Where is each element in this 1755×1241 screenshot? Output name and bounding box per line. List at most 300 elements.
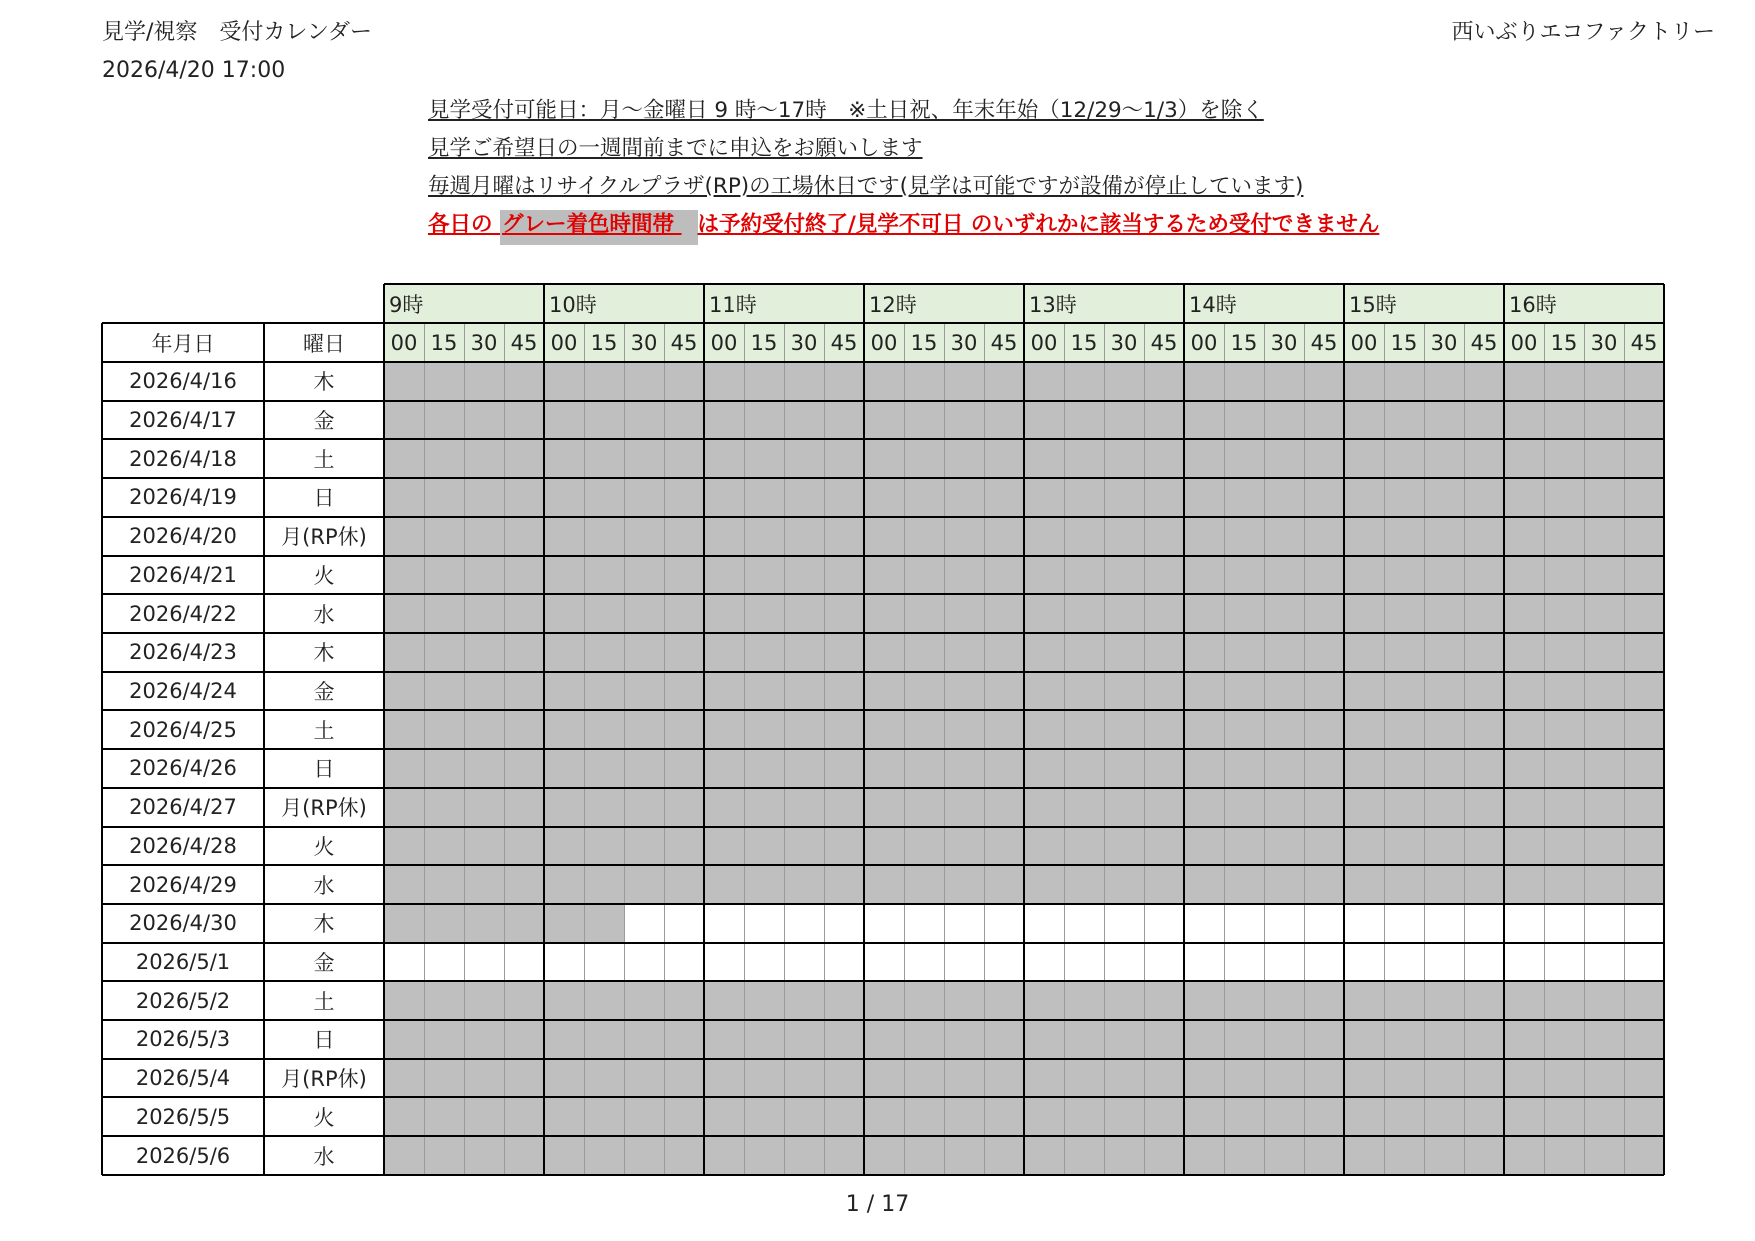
time-slot-unavailable [424,827,464,866]
time-slot-unavailable [1024,981,1064,1020]
time-slot-available [704,904,744,943]
time-slot-unavailable [1464,1020,1504,1059]
hour-header-cell: 10時 [544,284,704,323]
time-slot-unavailable [424,362,464,401]
time-slot-unavailable [904,1097,944,1136]
time-slot-unavailable [1584,1020,1624,1059]
date-cell: 2026/4/20 [129,524,237,549]
time-slot-unavailable [1064,1059,1104,1098]
time-slot-unavailable [1384,1097,1424,1136]
time-slot-unavailable [1384,594,1424,633]
time-slot-unavailable [864,439,904,478]
time-slot-unavailable [584,710,624,749]
time-slot-available [1384,943,1424,982]
time-slot-unavailable [1224,478,1264,517]
time-slot-unavailable [544,749,584,788]
time-slot-unavailable [1464,1059,1504,1098]
time-slot-unavailable [1224,362,1264,401]
time-slot-unavailable [1504,710,1544,749]
time-slot-unavailable [424,981,464,1020]
hour-header-cell: 14時 [1184,284,1344,323]
row-border [102,1058,1664,1060]
time-slot-unavailable [1624,478,1664,517]
time-slot-unavailable [464,672,504,711]
time-slot-unavailable [1624,749,1664,788]
time-slot-unavailable [1424,439,1464,478]
time-slot-unavailable [784,478,824,517]
time-slot-unavailable [704,981,744,1020]
time-slot-unavailable [1544,1020,1584,1059]
time-slot-unavailable [384,788,424,827]
time-slot-unavailable [1104,749,1144,788]
time-slot-unavailable [1544,439,1584,478]
row-border [102,980,1664,982]
hour-divider [1503,284,1505,1175]
time-slot-unavailable [1224,865,1264,904]
time-slot-unavailable [504,749,544,788]
time-slot-unavailable [1104,517,1144,556]
minute-header-cell: 15 [424,323,464,362]
time-slot-unavailable [944,556,984,595]
time-slot-unavailable [424,478,464,517]
time-slot-unavailable [424,401,464,440]
time-slot-unavailable [664,1059,704,1098]
time-slot-unavailable [624,749,664,788]
time-slot-unavailable [624,981,664,1020]
time-slot-unavailable [984,439,1024,478]
time-slot-unavailable [984,401,1024,440]
time-slot-unavailable [384,478,424,517]
time-slot-unavailable [624,865,664,904]
time-slot-unavailable [1184,865,1224,904]
time-slot-unavailable [1624,556,1664,595]
time-slot-unavailable [1064,556,1104,595]
time-slot-unavailable [1064,672,1104,711]
date-cell: 2026/5/6 [135,1143,231,1168]
time-slot-unavailable [1304,788,1344,827]
time-slot-available [424,943,464,982]
time-slot-unavailable [984,672,1024,711]
time-slot-unavailable [1384,362,1424,401]
time-slot-unavailable [664,1020,704,1059]
time-slot-unavailable [904,1136,944,1175]
date-cell: 2026/4/28 [129,833,237,858]
time-slot-available [904,904,944,943]
time-slot-unavailable [1424,865,1464,904]
time-slot-unavailable [784,672,824,711]
time-slot-unavailable [824,633,864,672]
time-slot-unavailable [904,439,944,478]
date-cell: 2026/5/3 [135,1027,231,1052]
time-slot-available [1224,943,1264,982]
time-slot-unavailable [464,904,504,943]
minute-header-cell: 15 [1224,323,1264,362]
time-slot-unavailable [544,865,584,904]
minute-header-cell: 30 [1584,323,1624,362]
time-slot-unavailable [1104,594,1144,633]
day-cell: 水 [313,873,335,898]
time-slot-unavailable [464,749,504,788]
time-slot-unavailable [904,710,944,749]
time-slot-unavailable [1384,439,1424,478]
time-slot-unavailable [824,749,864,788]
time-slot-unavailable [704,556,744,595]
time-slot-unavailable [784,401,824,440]
time-slot-unavailable [1504,788,1544,827]
time-slot-unavailable [1544,594,1584,633]
time-slot-available [984,904,1024,943]
time-slot-unavailable [1624,1097,1664,1136]
date-cell: 2026/5/5 [135,1104,231,1129]
time-slot-unavailable [1064,749,1104,788]
time-slot-unavailable [1544,362,1584,401]
time-slot-unavailable [504,517,544,556]
time-slot-unavailable [1464,439,1504,478]
time-slot-unavailable [1224,710,1264,749]
row-border [102,1096,1664,1098]
time-slot-unavailable [1024,633,1064,672]
time-slot-unavailable [584,672,624,711]
time-slot-unavailable [504,710,544,749]
time-slot-available [384,943,424,982]
time-slot-unavailable [464,439,504,478]
time-slot-unavailable [1424,594,1464,633]
time-slot-unavailable [1584,594,1624,633]
time-slot-unavailable [1144,1136,1184,1175]
row-border [102,748,1664,750]
time-slot-available [1424,904,1464,943]
date-cell: 2026/5/2 [135,988,231,1013]
time-slot-unavailable [1264,672,1304,711]
time-slot-unavailable [984,1097,1024,1136]
time-slot-available [984,943,1024,982]
time-slot-unavailable [904,517,944,556]
time-slot-unavailable [1624,672,1664,711]
time-slot-available [544,943,584,982]
time-slot-unavailable [944,478,984,517]
time-slot-unavailable [1024,594,1064,633]
time-slot-unavailable [1384,1059,1424,1098]
time-slot-unavailable [1584,362,1624,401]
time-slot-unavailable [704,439,744,478]
date-cell: 2026/4/27 [129,795,237,820]
time-slot-unavailable [1264,594,1304,633]
time-slot-unavailable [1464,710,1504,749]
time-slot-unavailable [944,865,984,904]
time-slot-unavailable [944,672,984,711]
time-slot-unavailable [984,788,1024,827]
time-slot-unavailable [984,633,1024,672]
day-cell: 木 [313,370,335,395]
time-slot-unavailable [1224,1059,1264,1098]
time-slot-unavailable [464,633,504,672]
time-slot-unavailable [1584,556,1624,595]
time-slot-unavailable [1144,633,1184,672]
time-slot-unavailable [544,1020,584,1059]
day-cell: 金 [313,680,335,705]
time-slot-unavailable [1344,788,1384,827]
time-slot-unavailable [1024,478,1064,517]
time-slot-unavailable [1504,865,1544,904]
time-slot-unavailable [1144,981,1184,1020]
time-slot-unavailable [1184,362,1224,401]
row-border [102,942,1664,944]
time-slot-available [1584,943,1624,982]
minute-header-cell: 45 [504,323,544,362]
time-slot-unavailable [864,556,904,595]
time-slot-unavailable [904,401,944,440]
date-day-divider [263,323,265,1175]
time-slot-unavailable [984,981,1024,1020]
time-slot-unavailable [584,827,624,866]
time-slot-unavailable [1304,1020,1344,1059]
time-slot-unavailable [1024,362,1064,401]
time-slot-unavailable [1464,1136,1504,1175]
time-slot-unavailable [1584,401,1624,440]
time-slot-unavailable [624,633,664,672]
time-slot-unavailable [424,633,464,672]
time-slot-unavailable [1064,710,1104,749]
day-cell: 火 [313,834,335,859]
time-slot-unavailable [864,1097,904,1136]
row-border [102,1135,1664,1137]
time-slot-unavailable [904,981,944,1020]
time-slot-unavailable [1544,1097,1584,1136]
time-slot-unavailable [1584,439,1624,478]
time-slot-unavailable [1024,401,1064,440]
hour-divider [383,284,385,1175]
time-slot-unavailable [944,981,984,1020]
time-slot-unavailable [424,865,464,904]
time-slot-unavailable [1184,1097,1224,1136]
time-slot-unavailable [1184,1136,1224,1175]
time-slot-unavailable [504,1136,544,1175]
time-slot-unavailable [1144,788,1184,827]
time-slot-unavailable [744,556,784,595]
time-slot-unavailable [544,594,584,633]
time-slot-unavailable [1024,1136,1064,1175]
time-slot-unavailable [504,1059,544,1098]
time-slot-unavailable [864,749,904,788]
time-slot-unavailable [1624,1136,1664,1175]
time-slot-unavailable [464,556,504,595]
time-slot-unavailable [824,478,864,517]
time-slot-unavailable [1304,1059,1344,1098]
time-slot-unavailable [1344,1097,1384,1136]
minute-header-cell: 45 [824,323,864,362]
time-slot-unavailable [1384,981,1424,1020]
minute-header-cell: 45 [664,323,704,362]
time-slot-unavailable [1144,710,1184,749]
time-slot-unavailable [1584,788,1624,827]
time-slot-unavailable [504,633,544,672]
time-slot-unavailable [1544,401,1584,440]
time-slot-unavailable [384,362,424,401]
day-cell: 月(RP休) [281,796,367,821]
time-slot-unavailable [1424,1020,1464,1059]
time-slot-unavailable [1624,401,1664,440]
time-slot-unavailable [864,594,904,633]
time-slot-unavailable [1504,362,1544,401]
row-border [102,477,1664,479]
time-slot-unavailable [784,981,824,1020]
day-cell: 土 [313,718,335,743]
time-slot-unavailable [1064,1136,1104,1175]
time-slot-unavailable [664,672,704,711]
time-slot-unavailable [784,594,824,633]
time-slot-unavailable [1264,401,1304,440]
time-slot-unavailable [1224,594,1264,633]
day-cell: 日 [313,757,335,782]
time-slot-unavailable [824,1097,864,1136]
time-slot-unavailable [1424,827,1464,866]
time-slot-unavailable [1184,827,1224,866]
day-column-header: 曜日 [303,331,345,356]
day-cell: 月(RP休) [281,525,367,550]
time-slot-unavailable [464,517,504,556]
time-slot-unavailable [744,865,784,904]
time-slot-unavailable [1464,401,1504,440]
minute-header-cell: 15 [1544,323,1584,362]
time-slot-unavailable [704,1097,744,1136]
hour-divider [703,284,705,1175]
time-slot-available [1544,904,1584,943]
time-slot-unavailable [664,788,704,827]
time-slot-unavailable [1024,1059,1064,1098]
time-slot-unavailable [664,439,704,478]
date-cell: 2026/4/21 [129,562,237,587]
time-slot-unavailable [1344,1020,1384,1059]
time-slot-unavailable [704,633,744,672]
time-slot-unavailable [624,478,664,517]
row-border [102,1019,1664,1021]
time-slot-unavailable [1224,517,1264,556]
time-slot-unavailable [624,594,664,633]
time-slot-unavailable [1144,594,1184,633]
time-slot-unavailable [784,1059,824,1098]
note-available-days: 見学受付可能日：月～金曜日 9 時～17時 ※土日祝、年末年始（12/29～1/3）を除く [428,98,1264,123]
minute-header-cell: 30 [944,323,984,362]
time-slot-unavailable [1024,1097,1064,1136]
row-border [102,864,1664,866]
time-slot-unavailable [824,594,864,633]
time-slot-unavailable [384,1059,424,1098]
time-slot-available [1464,904,1504,943]
time-slot-unavailable [584,556,624,595]
time-slot-available [1024,904,1064,943]
time-slot-unavailable [824,401,864,440]
time-slot-unavailable [1504,1136,1544,1175]
time-slot-available [1584,904,1624,943]
time-slot-unavailable [504,827,544,866]
time-slot-unavailable [544,788,584,827]
time-slot-unavailable [704,517,744,556]
row-border [102,709,1664,711]
time-slot-unavailable [904,362,944,401]
minute-header-cell: 00 [1504,323,1544,362]
time-slot-unavailable [1384,788,1424,827]
note-grey-suffix: は予約受付終了/見学不可日 のいずれかに該当するため受付できません [697,212,1380,237]
time-slot-unavailable [1544,865,1584,904]
time-slot-unavailable [1304,478,1344,517]
time-slot-unavailable [1584,478,1624,517]
time-slot-unavailable [1064,865,1104,904]
time-slot-unavailable [424,749,464,788]
time-slot-unavailable [584,517,624,556]
time-slot-unavailable [464,594,504,633]
time-slot-unavailable [1504,749,1544,788]
time-slot-unavailable [1224,981,1264,1020]
time-slot-unavailable [1424,1136,1464,1175]
time-slot-unavailable [744,439,784,478]
time-slot-unavailable [544,478,584,517]
time-slot-unavailable [1304,439,1344,478]
time-slot-unavailable [744,827,784,866]
time-slot-available [1344,904,1384,943]
time-slot-available [1264,943,1304,982]
time-slot-unavailable [1584,517,1624,556]
time-slot-unavailable [1224,1136,1264,1175]
time-slot-unavailable [1144,556,1184,595]
time-slot-unavailable [704,672,744,711]
time-slot-available [1424,943,1464,982]
time-slot-unavailable [904,749,944,788]
time-slot-unavailable [704,788,744,827]
time-slot-unavailable [1184,594,1224,633]
time-slot-unavailable [1344,672,1384,711]
time-slot-unavailable [1344,439,1384,478]
time-slot-unavailable [1224,556,1264,595]
time-slot-unavailable [584,362,624,401]
time-slot-available [784,904,824,943]
hour-divider [1663,284,1665,1175]
time-slot-available [864,904,904,943]
time-slot-unavailable [384,633,424,672]
time-slot-unavailable [1464,788,1504,827]
time-slot-unavailable [1104,478,1144,517]
time-slot-unavailable [1144,672,1184,711]
time-slot-unavailable [1104,672,1144,711]
time-slot-unavailable [1304,1136,1344,1175]
time-slot-unavailable [1224,672,1264,711]
time-slot-unavailable [664,827,704,866]
time-slot-available [1504,943,1544,982]
time-slot-available [944,943,984,982]
time-slot-unavailable [904,1059,944,1098]
time-slot-unavailable [664,1097,704,1136]
time-slot-unavailable [1304,594,1344,633]
minute-header-cell: 45 [1144,323,1184,362]
day-cell: 水 [313,602,335,627]
time-slot-unavailable [1584,827,1624,866]
time-slot-unavailable [664,749,704,788]
time-slot-unavailable [784,1097,824,1136]
time-slot-unavailable [1504,401,1544,440]
time-slot-unavailable [1424,478,1464,517]
time-slot-unavailable [1024,517,1064,556]
minute-header-cell: 30 [1104,323,1144,362]
time-slot-unavailable [1384,710,1424,749]
time-slot-unavailable [824,362,864,401]
time-slot-unavailable [1144,1059,1184,1098]
time-slot-unavailable [384,594,424,633]
time-slot-unavailable [704,1136,744,1175]
time-slot-available [704,943,744,982]
time-slot-unavailable [1104,439,1144,478]
time-slot-unavailable [784,517,824,556]
time-slot-unavailable [504,1020,544,1059]
time-slot-unavailable [1184,1020,1224,1059]
